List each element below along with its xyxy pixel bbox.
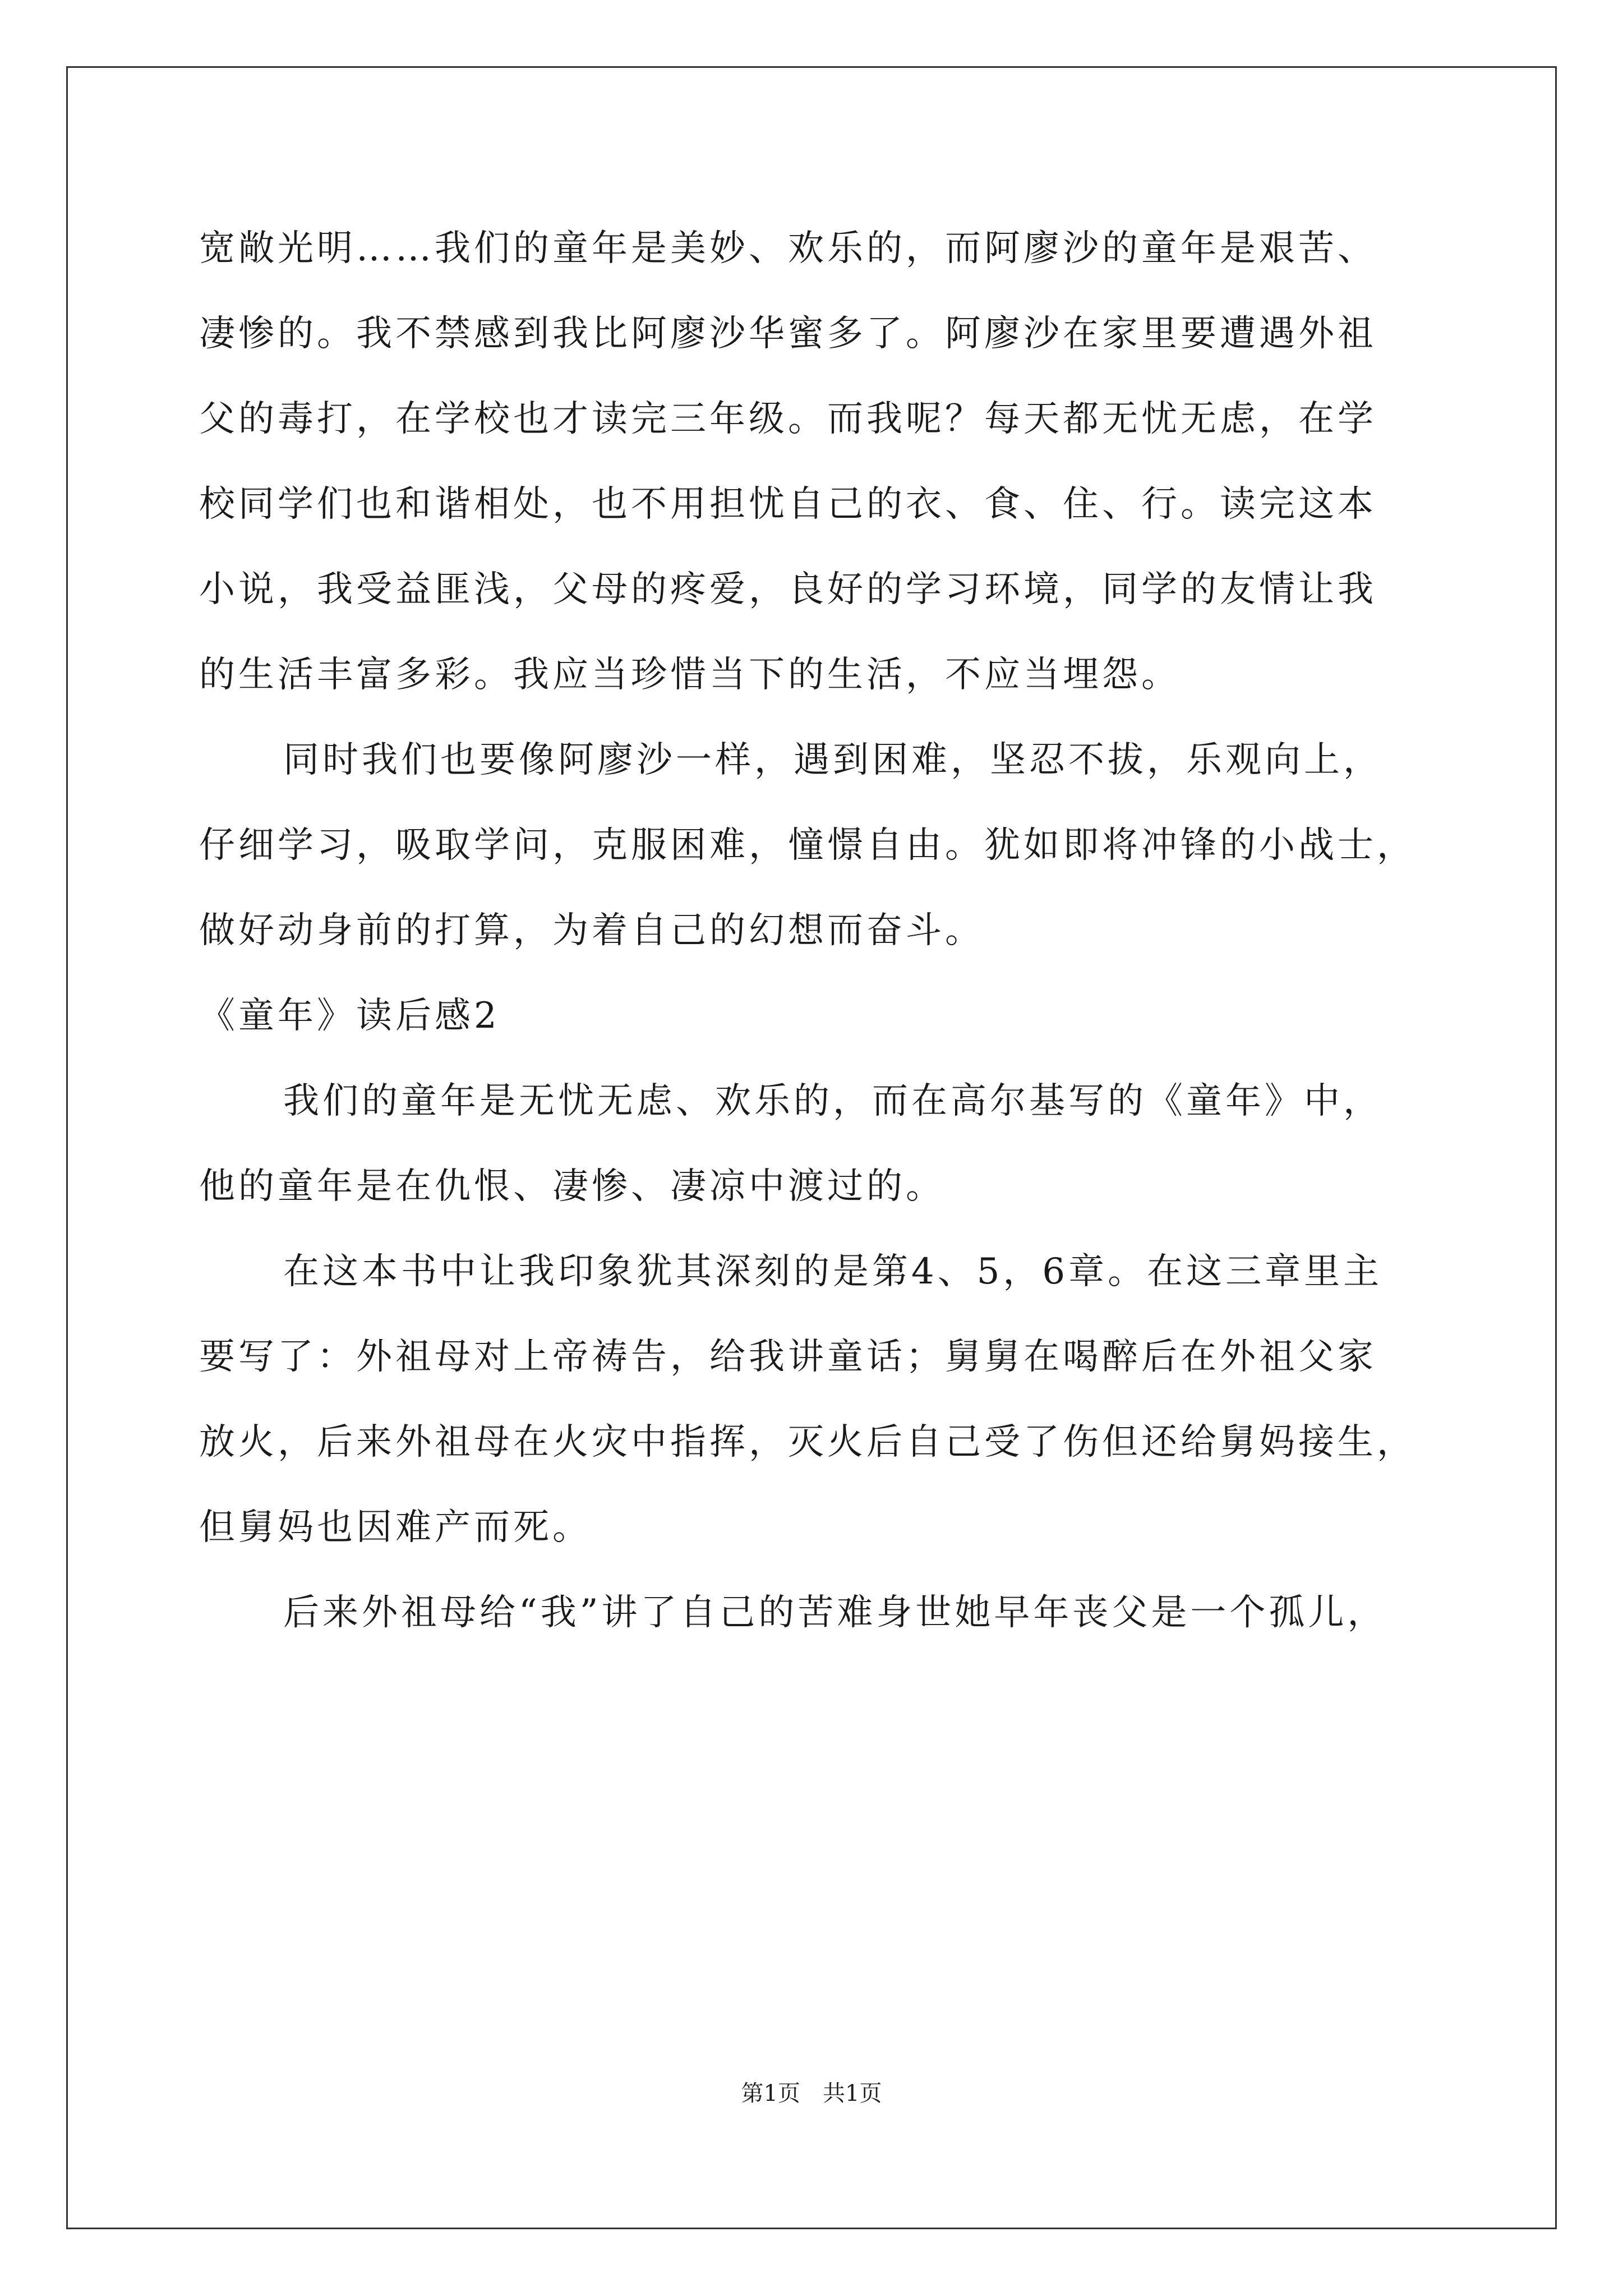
text-line: 凄惨的。我不禁感到我比阿廖沙华蜜多了。阿廖沙在家里要遭遇外祖 (199, 313, 1377, 355)
text-line: 但舅妈也因难产而死。 (199, 1507, 592, 1548)
section-heading: 《童年》读后感2 (199, 995, 500, 1037)
paragraph-start-line: 在这本书中让我印象犹其深刻的是第4、5，6章。在这三章里主 (283, 1251, 1383, 1292)
paragraph-start-line: 我们的童年是无忧无虑、欢乐的，而在高尔基写的《童年》中， (283, 1080, 1382, 1122)
text-line: 小说，我受益匪浅，父母的疼爱，良好的学习环境，同学的友情让我 (199, 569, 1377, 610)
text-line: 仔细学习，吸取学问，克服困难，憧憬自由。犹如即将冲锋的小战士， (199, 825, 1416, 866)
text-line: 要写了：外祖母对上帝祷告，给我讲童话；舅舅在喝醉后在外祖父家 (199, 1336, 1377, 1378)
text-line: 宽敞光明……我们的童年是美妙、欢乐的，而阿廖沙的童年是艰苦、 (199, 228, 1377, 269)
paragraph-start-line: 后来外祖母给“我”讲了自己的苦难身世她早年丧父是一个孤儿， (283, 1592, 1387, 1634)
text-line: 他的童年是在仇恨、凄惨、凄凉中渡过的。 (199, 1166, 945, 1207)
text-line: 校同学们也和谐相处，也不用担忧自己的衣、食、住、行。读完这本 (199, 484, 1377, 525)
text-line: 父的毒打，在学校也才读完三年级。而我呢？每天都无忧无虑，在学 (199, 398, 1377, 440)
document-body (199, 206, 1450, 1655)
paragraph-start-line: 同时我们也要像阿廖沙一样，遇到困难，坚忍不拔，乐观向上， (283, 739, 1382, 781)
page-footer: 第1页 共1页 (741, 2081, 882, 2106)
text-line: 的生活丰富多彩。我应当珍惜当下的生活，不应当埋怨。 (199, 654, 1181, 696)
text-line: 放火，后来外祖母在火灾中指挥，灭火后自己受了伤但还给舅妈接生， (199, 1421, 1416, 1463)
text-line: 做好动身前的打算，为着自己的幻想而奋斗。 (199, 910, 984, 951)
